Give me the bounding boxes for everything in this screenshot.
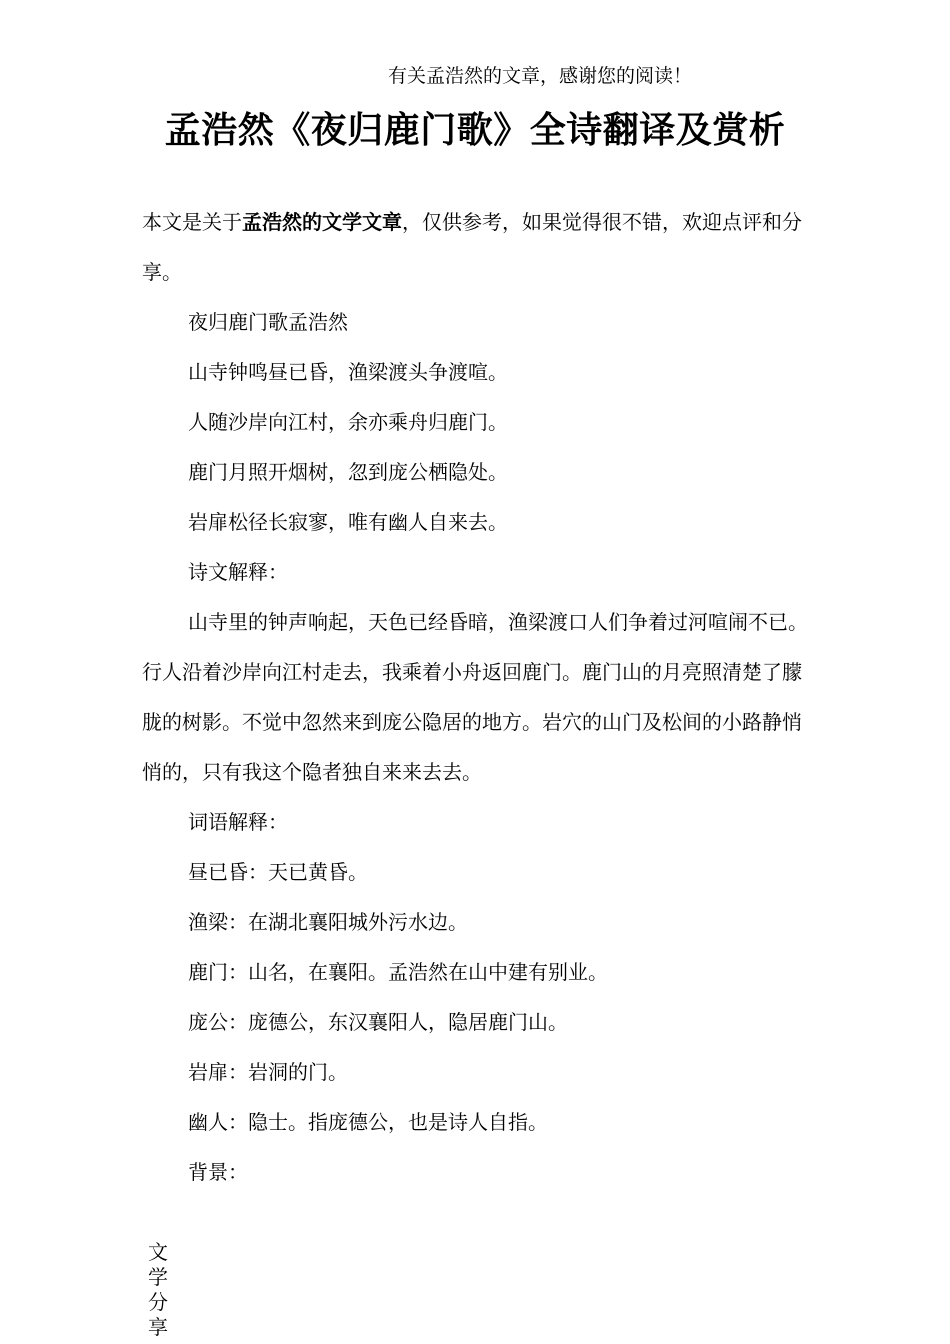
poem-line: 鹿门月照开烟树，忽到庞公栖隐处。 — [188, 460, 508, 484]
glossary-heading: 词语解释： — [188, 810, 288, 834]
intro-prefix: 本文是关于 — [142, 210, 242, 234]
intro-paragraph — [142, 197, 810, 297]
intro-bold-topic: 孟浩然的文学文章 — [242, 210, 402, 234]
poem-line: 山寺钟鸣昼已昏，渔梁渡头争渡喧。 — [188, 360, 508, 384]
poem-heading: 夜归鹿门歌孟浩然 — [188, 310, 348, 334]
glossary-item: 鹿门：山名，在襄阳。孟浩然在山中建有别业。 — [188, 960, 608, 984]
glossary-item: 昼已昏：天已黄昏。 — [188, 860, 368, 884]
glossary-item: 岩扉：岩洞的门。 — [188, 1060, 348, 1084]
header-note: 有关孟浩然的文章，感谢您的阅读！ — [387, 65, 692, 87]
glossary-item: 庞公：庞德公，东汉襄阳人，隐居鹿门山。 — [188, 1010, 568, 1034]
footer-vertical-label: 文学分享 — [148, 1240, 168, 1339]
translation-paragraph: 山寺里的钟声响起，天色已经昏暗，渔梁渡口人们争着过河喧闹不已。行人沿着沙岸向江村走去，我乘着小舟返回鹿门。鹿门山的月亮照清楚了朦胧的树影。不觉中忽然来到庞公隐居的地方。岩穴的山门及松间的小路静悄悄的，只有我这个隐者独自来来去去。 — [142, 610, 808, 784]
document-title: 孟浩然《夜归鹿门歌》全诗翻译及赏析 — [164, 110, 786, 151]
glossary-item: 渔梁：在湖北襄阳城外污水边。 — [188, 910, 468, 934]
poem-line: 岩扉松径长寂寥，唯有幽人自来去。 — [188, 510, 508, 534]
poem-line: 人随沙岸向江村，余亦乘舟归鹿门。 — [188, 410, 508, 434]
translation-heading: 诗文解释： — [188, 560, 288, 584]
document-body — [142, 197, 810, 1197]
glossary-item: 幽人：隐士。指庞德公，也是诗人自指。 — [188, 1110, 548, 1134]
intro-suffix: ，仅供参考，如果觉得很不错，欢迎点评和分享。 — [142, 210, 802, 284]
background-heading: 背景： — [188, 1160, 248, 1184]
